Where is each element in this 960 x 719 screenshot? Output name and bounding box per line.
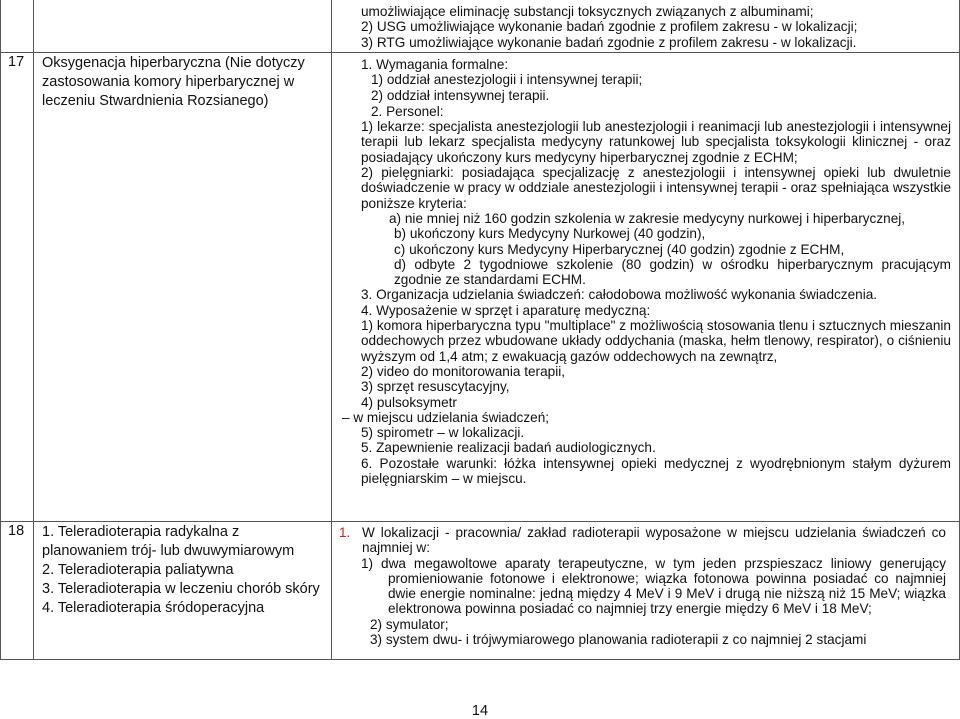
page-number: 14	[471, 703, 489, 719]
equipment-item: 1) komora hiperbaryczna typu "multiplace" z możliwością stosowania tlenu i sztucznych mieszanin oddechowych przez wbudowane układy oddychania (maska, hełm tlenowy, respirator), o ciśnieniu wyższym od 1,4 atm; z ewakuacją gazów oddechowych na zewnątrz,	[361, 318, 951, 364]
equipment-item: 2) video do monitorowania terapii,	[361, 363, 566, 379]
criteria-item: d) odbyte 2 tygodniowe szkolenie (80 godzin) w ośrodku hiperbarycznym pracującym zgodnie ze standardami ECHM.	[394, 256, 951, 288]
continuation-line: umożliwiające eliminację substancji toksycznych związanych z albuminami;	[361, 4, 814, 19]
item-marker: 1.	[339, 525, 351, 540]
equipment-item: 3) sprzęt resuscytacyjny,	[361, 379, 510, 395]
formal-title: 1. Wymagania formalne:	[361, 57, 509, 72]
criteria-item: b) ukończony kurs Medycyny Nurkowej (40 godzin),	[394, 226, 706, 242]
row-number-18: 18	[8, 523, 25, 539]
requirements-18	[339, 525, 952, 647]
on-site-note: – w miejscu udzielania świadczeń;	[342, 409, 550, 425]
criteria-item: c) ukończony kurs Medycyny Hiperbarycznej (40 godzin) zgodnie z ECHM,	[394, 241, 845, 257]
personnel-nurses: 2) pielęgniarki: posiadająca specjalizację z anestezjologii i intensywnej opieki lub dwuletnie doświadczenie w pracy w oddziale anestezjologii i intensywnej terapii - oraz spełniająca wszystkie poniższe kryteria:	[361, 165, 951, 211]
equipment-item: 5) spirometr – w lokalizacji.	[361, 425, 525, 441]
formal-item: 2) oddział intensywnej terapii.	[371, 87, 550, 103]
radiotherapy-equipment: 2) symulator;	[370, 616, 449, 632]
row-divider-17	[0, 52, 960, 53]
table-border-left	[0, 0, 1, 660]
equipment-item: 4) pulsoksymetr	[361, 394, 457, 410]
organization: 3. Organizacja udzielania świadczeń: całodobowa możliwość wykonania świadczenia.	[361, 287, 878, 303]
personnel-title: 2. Personel:	[371, 103, 444, 119]
procedure-item: 2. Teleradioterapia paliatywna	[42, 562, 234, 578]
procedure-item: 3. Teleradioterapia w leczeniu chorób skóry	[42, 581, 320, 597]
equipment-title: 4. Wyposażenie w sprzęt i aparaturę medyczną:	[361, 302, 651, 318]
row-divider-18	[0, 521, 960, 522]
personnel-doctors: 1) lekarze: specjalista anestezjologii lub anestezjologii i reanimacji lub anestezjologii i intensywnej terapii lub lekarz specjalista medycyny ratunkowej lub specjalista toksykologii klinicznej - oraz posiadający ukończony kurs medycyny hiperbarycznej zgodnie z ECHM;	[361, 119, 951, 165]
formal-item: 1) oddział anestezjologii i intensywnej terapii;	[371, 72, 643, 88]
row-number-17: 17	[8, 54, 25, 70]
continuation-text	[361, 4, 951, 50]
procedure-item: 4. Teleradioterapia śródoperacyjna	[42, 600, 265, 616]
radiotherapy-equipment: 3) system dwu- i trójwymiarowego planowania radioterapii z co najmniej 2 stacjami	[370, 632, 867, 648]
procedure-item: 1. Teleradioterapia radykalna z planowaniem trój- lub dwuwymiarowym	[42, 524, 295, 559]
requirements-17	[342, 57, 951, 487]
continuation-line: 3) RTG umożliwiające wykonanie badań zgodnie z profilem zakresu - w lokalizacji.	[361, 34, 857, 50]
procedures-18	[42, 523, 326, 618]
other-conditions: 6. Pozostałe warunki: łóżka intensywnej opieki medycznej z wyodrębnionym stałym dyżurem pielęgniarskim – w miejscu.	[361, 455, 951, 487]
radiotherapy-equipment: 1) dwa megawoltowe aparaty terapeutyczne, w tym jeden przspieszacz liniowy generujący promieniowanie fotonowe i elektronowe; wiązka fotonowa powinna posiadać co najmniej dwie energie nominalne: jedną między 4 MeV i 9 MeV i drugą nie niższą niż 15 MeV; wiązka elektronowa powinna posiadać co najmniej trzy energie między 6 MeV i 18 MeV;	[361, 555, 946, 617]
criteria-item: a) nie mniej niż 160 godzin szkolenia w zakresie medycyny nurkowej i hiperbarycznej,	[389, 210, 906, 226]
column-divider-number	[33, 0, 34, 660]
column-divider-procedure	[331, 0, 332, 660]
procedure-17: Oksygenacja hiperbaryczna (Nie dotyczy zastosowania komory hiperbarycznej w leczeniu Stwardnienia Rozsianego)	[42, 55, 305, 109]
radiotherapy-location: W lokalizacji - pracownia/ zakład radioterapii wyposażone w miejscu udzielania świadczeń co najmniej w:	[362, 525, 946, 556]
audiology: 5. Zapewnienie realizacji badań audiologicznych.	[361, 440, 656, 456]
table-border-bottom	[0, 659, 960, 660]
continuation-line: 2) USG umożliwiające wykonanie badań zgodnie z profilem zakresu - w lokalizacji;	[361, 19, 858, 35]
